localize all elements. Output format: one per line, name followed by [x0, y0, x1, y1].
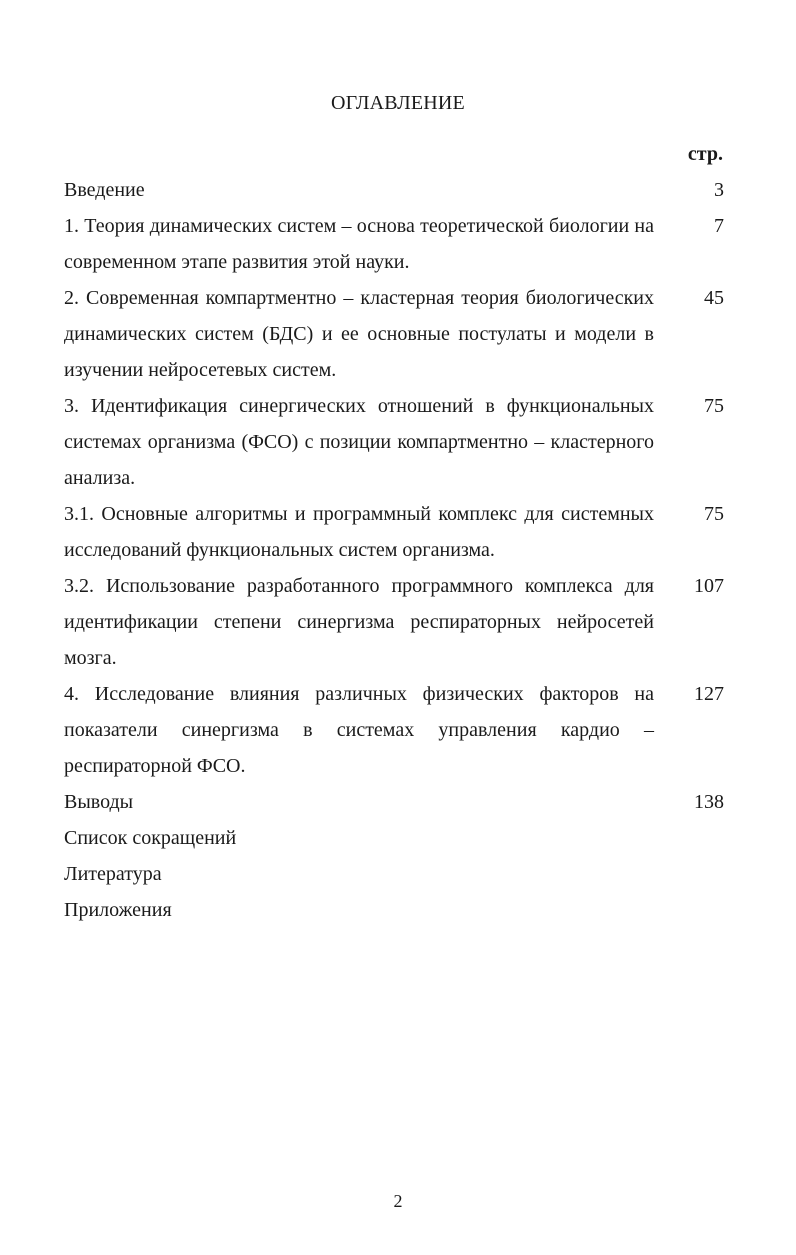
toc-entry: [64, 676, 724, 784]
toc-entry: [64, 820, 724, 856]
toc-entry-page: 75: [704, 395, 724, 417]
toc-entry: [64, 784, 724, 820]
toc-entry-page: 138: [694, 791, 724, 813]
toc-entry: [64, 856, 724, 892]
toc-entry-page: 3: [714, 179, 724, 201]
page-title: ОГЛАВЛЕНИЕ: [331, 92, 465, 114]
toc-entry-title: 3.2. Использование разработанного программного комплекса для идентификации степени синергизма респираторных нейросетей мозга.: [64, 575, 654, 669]
toc-entry-title: 3. Идентификация синергических отношений в функциональных системах организма (ФСО) с позиции компартментно – кластерного анализа.: [64, 395, 654, 489]
toc-entry-title: Введение: [64, 179, 145, 201]
toc-entry-title: 2. Современная компартментно – кластерная теория биологических динамических систем (БДС) и ее основные постулаты и модели в изучении нейросетевых систем.: [64, 287, 654, 381]
toc-entry-title: 1. Теория динамических систем – основа теоретической биологии на современном этапе развития этой науки.: [64, 215, 654, 273]
toc-entry-page: 127: [694, 683, 724, 705]
toc-entry-page: 45: [704, 287, 724, 309]
toc-entry: [64, 280, 724, 388]
toc-entry-title: 4. Исследование влияния различных физических факторов на показатели синергизма в системах управления кардио – респираторной ФСО.: [64, 683, 654, 777]
toc-entry: [64, 496, 724, 568]
toc-entry: [64, 388, 724, 496]
toc-entry-title: Приложения: [64, 899, 172, 921]
toc-entry-title: Выводы: [64, 791, 134, 813]
toc-entry-title: Литература: [64, 863, 162, 885]
toc-entry: [64, 568, 724, 676]
toc-entry-page: 7: [714, 215, 724, 237]
toc-entry-page: 107: [694, 575, 724, 597]
toc-entry-title: Список сокращений: [64, 827, 237, 849]
toc-entry: [64, 892, 724, 928]
toc-entry: [64, 172, 724, 208]
page-column-header: стр.: [687, 143, 723, 165]
table-of-contents: [64, 172, 724, 928]
toc-entry-page: 75: [704, 503, 724, 525]
toc-entry: [64, 208, 724, 280]
page-number: 2: [393, 1191, 403, 1211]
toc-entry-title: 3.1. Основные алгоритмы и программный комплекс для системных исследований функциональных систем организма.: [64, 503, 654, 561]
